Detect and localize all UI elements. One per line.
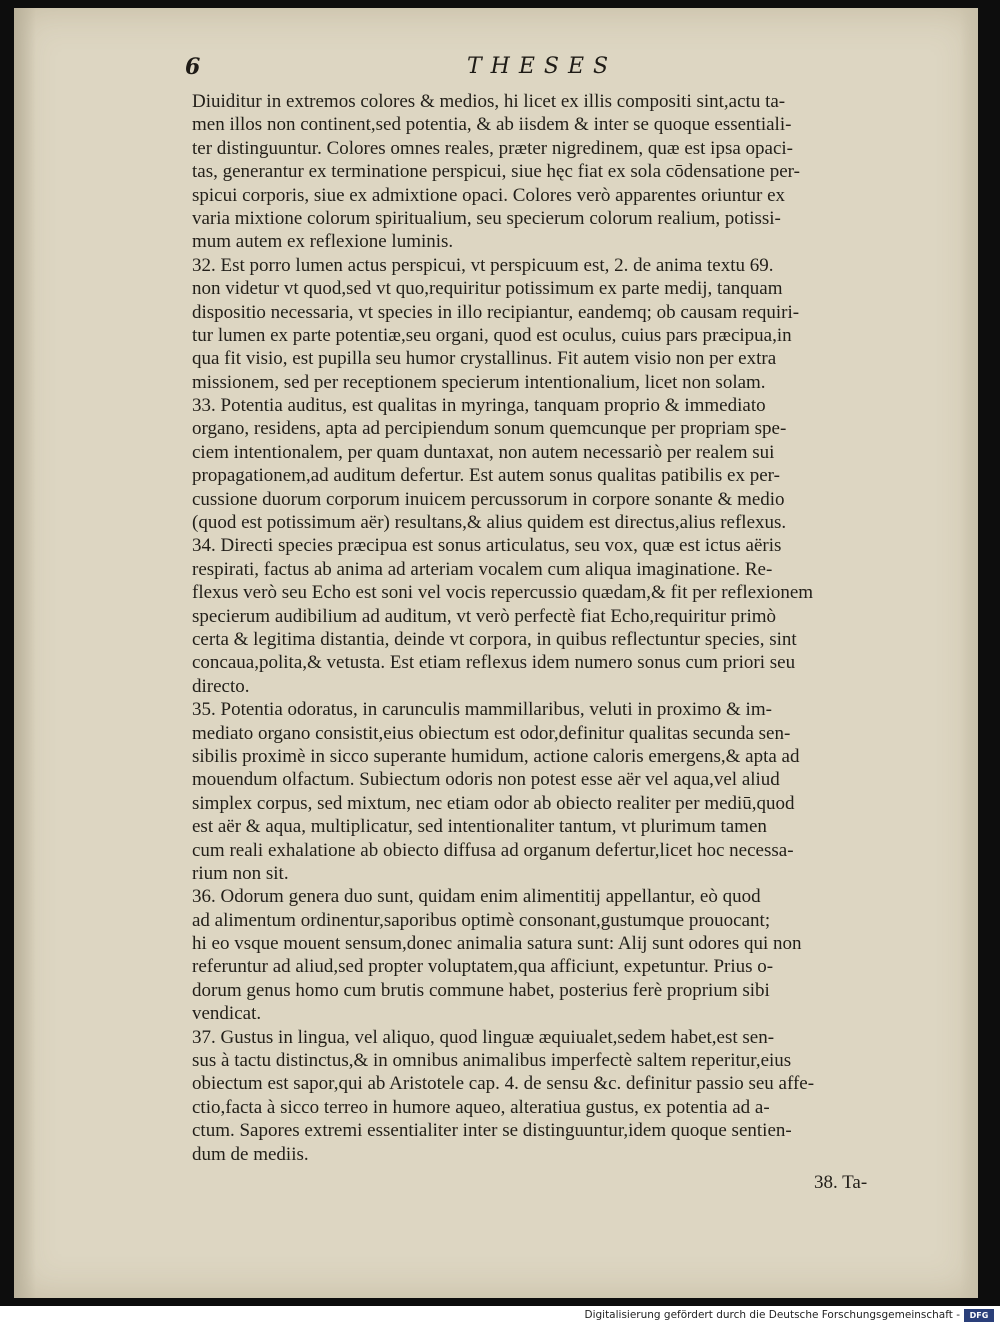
text-line: tas, generantur ex terminatione perspicui, siue hęc fiat ex sola cōdensatione per- <box>192 161 800 183</box>
text-line: ctio,facta à sicco terreo in humore aqueo, alteratiua gustus, ex potentia ad a- <box>192 1096 770 1118</box>
text-line: directo. <box>192 675 250 697</box>
text-line: certa & legitima distantia, deinde vt corpora, in quibus reflectuntur species, sint <box>192 628 797 650</box>
text-line: ad alimentum ordinentur,saporibus optimè consonant,gustumque prouocant; <box>192 909 771 931</box>
text-line: 34. Directi species præcipua est sonus articulatus, seu vox, quæ est ictus aëris <box>192 535 782 557</box>
page-gutter-shadow <box>14 8 36 1298</box>
text-line: mum autem ex reflexione luminis. <box>192 231 454 253</box>
text-line: vendicat. <box>192 1003 262 1025</box>
text-line: dorum genus homo cum brutis commune habet, posterius ferè proprium sibi <box>192 979 770 1001</box>
text-line: non videtur vt quod,sed vt quo,requiritur potissimum ex parte medij, tanquam <box>192 278 783 300</box>
text-line: specierum audibilium ad auditum, vt verò perfectè fiat Echo,requiritur primò <box>192 605 777 627</box>
text-line: 36. Odorum genera duo sunt, quidam enim alimentitij appellantur, eò quod <box>192 886 761 908</box>
text-line: ter distinguuntur. Colores omnes reales, præter nigredinem, quæ est ipsa opaci- <box>192 137 794 159</box>
text-line: hi eo vsque mouent sensum,donec animalia satura sunt: Alij sunt odores qui non <box>192 933 802 955</box>
body-text <box>192 90 892 1166</box>
text-line: ciem intentionalem, per quam duntaxat, non autem necessariò per realem sui <box>192 441 775 463</box>
text-line: rium non sit. <box>192 862 289 884</box>
footer-bar <box>0 1306 1000 1326</box>
text-line: flexus verò seu Echo est soni vel vocis repercussio quædam,& fit per reflexionem <box>192 582 814 604</box>
text-line: sus à tactu distinctus,& in omnibus animalibus imperfectè saltem reperitur,eius <box>192 1050 792 1072</box>
text-line: referuntur ad aliud,sed propter voluptatem,qua afficiunt, expetuntur. Prius o- <box>192 956 774 978</box>
text-line: mediato organo consistit,eius obiectum est odor,definitur qualitas secunda sen- <box>192 722 791 744</box>
page-number: 6 <box>185 54 201 80</box>
text-line: varia mixtione colorum spiritualium, seu specierum colorum realium, potissi- <box>192 207 781 229</box>
text-line: est aër & aqua, multiplicatur, sed intentionaliter tantum, vt plurimum tamen <box>192 816 767 838</box>
text-line: organo, residens, apta ad percipiendum sonum quemcunque per propriam spe- <box>192 418 787 440</box>
text-line: dispositio necessaria, vt species in illo recipiantur, eandemq; ob causam requiri- <box>192 301 800 323</box>
text-line: cum reali exhalatione ab obiecto diffusa ad organum defertur,licet hoc necessa- <box>192 839 794 861</box>
text-line: sibilis proximè in sicco superante humidum, actione caloris emergens,& apta ad <box>192 745 800 767</box>
text-line: simplex corpus, sed mixtum, nec etiam odor ab obiecto realiter per mediū,quod <box>192 792 795 814</box>
text-line: qua fit visio, est pupilla seu humor crystallinus. Fit autem visio non per extra <box>192 348 777 370</box>
running-title: THESES <box>467 54 618 79</box>
text-line: obiectum est sapor,qui ab Aristotele cap. 4. de sensu &c. definitur passio seu affe- <box>192 1073 815 1095</box>
page-edge <box>960 8 978 1298</box>
text-line: Diuiditur in extremos colores & medios, hi licet ex illis compositi sint,actu ta- <box>192 91 786 112</box>
text-line: dum de mediis. <box>192 1143 309 1165</box>
text-line: spicui corporis, siue ex admixtione opaci. Colores verò apparentes oriuntur ex <box>192 184 786 206</box>
text-line: respirati, factus ab anima ad arteriam vocalem cum aliqua imaginatione. Re- <box>192 558 773 580</box>
text-line: propagationem,ad auditum defertur. Est autem sonus qualitas patibilis ex per- <box>192 465 780 487</box>
text-line: ctum. Sapores extremi essentialiter inter se distinguuntur,idem quoque sentien- <box>192 1120 792 1142</box>
dfg-logo: DFG <box>964 1309 994 1322</box>
text-line: men illos non continent,sed potentia, & ab iisdem & inter se quoque essentiali- <box>192 114 792 136</box>
text-line: tur lumen ex parte potentiæ,seu organi, quod est oculus, cuius pars præcipua,in <box>192 324 792 346</box>
text-line: 35. Potentia odoratus, in carunculis mammillaribus, veluti in proximo & im- <box>192 699 772 721</box>
text-line: 37. Gustus in lingua, vel aliquo, quod linguæ æquiualet,sedem habet,est sen- <box>192 1026 775 1048</box>
text-line: missionem, sed per receptionem specierum intentionalium, licet non solam. <box>192 371 766 393</box>
text-line: 32. Est porro lumen actus perspicui, vt perspicuum est, 2. de anima textu 69. <box>192 254 774 276</box>
text-line: 33. Potentia auditus, est qualitas in myringa, tanquam proprio & immediato <box>192 395 766 417</box>
text-line: concaua,polita,& vetusta. Est etiam reflexus idem numero sonus cum priori seu <box>192 652 796 674</box>
page-header <box>185 52 875 86</box>
catchword: 38. Ta- <box>814 1172 868 1193</box>
footer-credit: Digitalisierung gefördert durch die Deutsche Forschungsgemeinschaft - <box>584 1309 960 1321</box>
text-line: cussione duorum corporum inuicem percussorum in corpore sonante & medio <box>192 488 785 510</box>
text-line: (quod est potissimum aër) resultans,& alius quidem est directus,alius reflexus. <box>192 512 787 534</box>
text-line: mouendum olfactum. Subiectum odoris non potest esse aër vel aqua,vel aliud <box>192 769 780 791</box>
